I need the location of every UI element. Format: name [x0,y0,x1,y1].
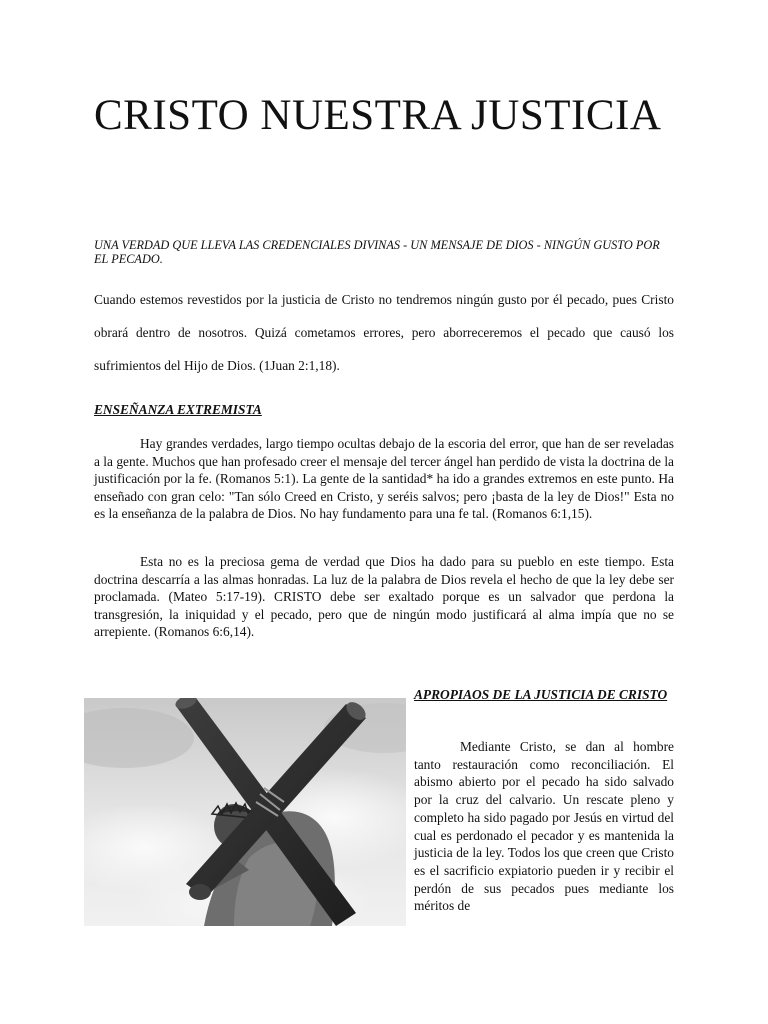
jesus-carrying-cross-image [84,698,406,926]
section1-paragraph-1: Hay grandes verdades, largo tiempo ocultas debajo de la escoria del error, que han de ser reveladas a la gente. Muchos que han profesado creer el mensaje del tercer ángel han perdido de vista la doctrina de la justificación por la fe. (Romanos 5:1). La gente de la santidad* ha ido a grandes extremos en este punto. Ha enseñado con gran celo: "Tan sólo Creed en Cristo, y seréis salvos; pero ¡basta de la ley de Dios!" Esta no es la enseñanza de la palabra de Dios. No hay fundamento para una fe tal. (Romanos 6:1,15). [94,436,674,522]
document-title: CRISTO NUESTRA JUSTICIA [94,92,662,139]
section2-paragraph: Mediante Cristo, se dan al hombre tanto restauración como reconciliación. El abismo abierto por el pecado ha sido salvado por la cruz del calvario. Un rescate pleno y completo ha sido pagado por Jesús en virtud del cual es perdonado el pecador y es mantenida la justicia de la ley. Todos los que creen que Cristo es el sacrificio expiatorio pueden ir y recibir el perdón de sus pecados pues mediante los méritos de [414,739,674,914]
section-heading-apropiaos: APROPIAOS DE LA JUSTICIA DE CRISTO [414,687,668,702]
section-heading-ensenanza: ENSEÑANZA EXTREMISTA [94,402,262,417]
intro-paragraph: Cuando estemos revestidos por la justicia de Cristo no tendremos ningún gusto por él pecado, pues Cristo obrará dentro de nosotros. Quizá cometamos errores, pero aborreceremos el pecado que causó los sufrimientos del Hijo de Dios. (1Juan 2:1,18). [94,292,674,373]
document-subtitle: UNA VERDAD QUE LLEVA LAS CREDENCIALES DIVINAS - UN MENSAJE DE DIOS - NINGÚN GUSTO POR EL PECADO. [94,238,660,266]
section1-paragraph-2: Esta no es la preciosa gema de verdad que Dios ha dado para su pueblo en este tiempo. Esta doctrina descarría a las almas honradas. La luz de la palabra de Dios revela el hecho de que la ley debe ser proclamada. (Mateo 5:17-19). CRISTO debe ser exaltado porque es un salvador que perdona la transgresión, la iniquidad y el pecado, pero que de ningún modo justificará al alma impía que no se arrepiente. (Romanos 6:6,14). [94,554,674,640]
